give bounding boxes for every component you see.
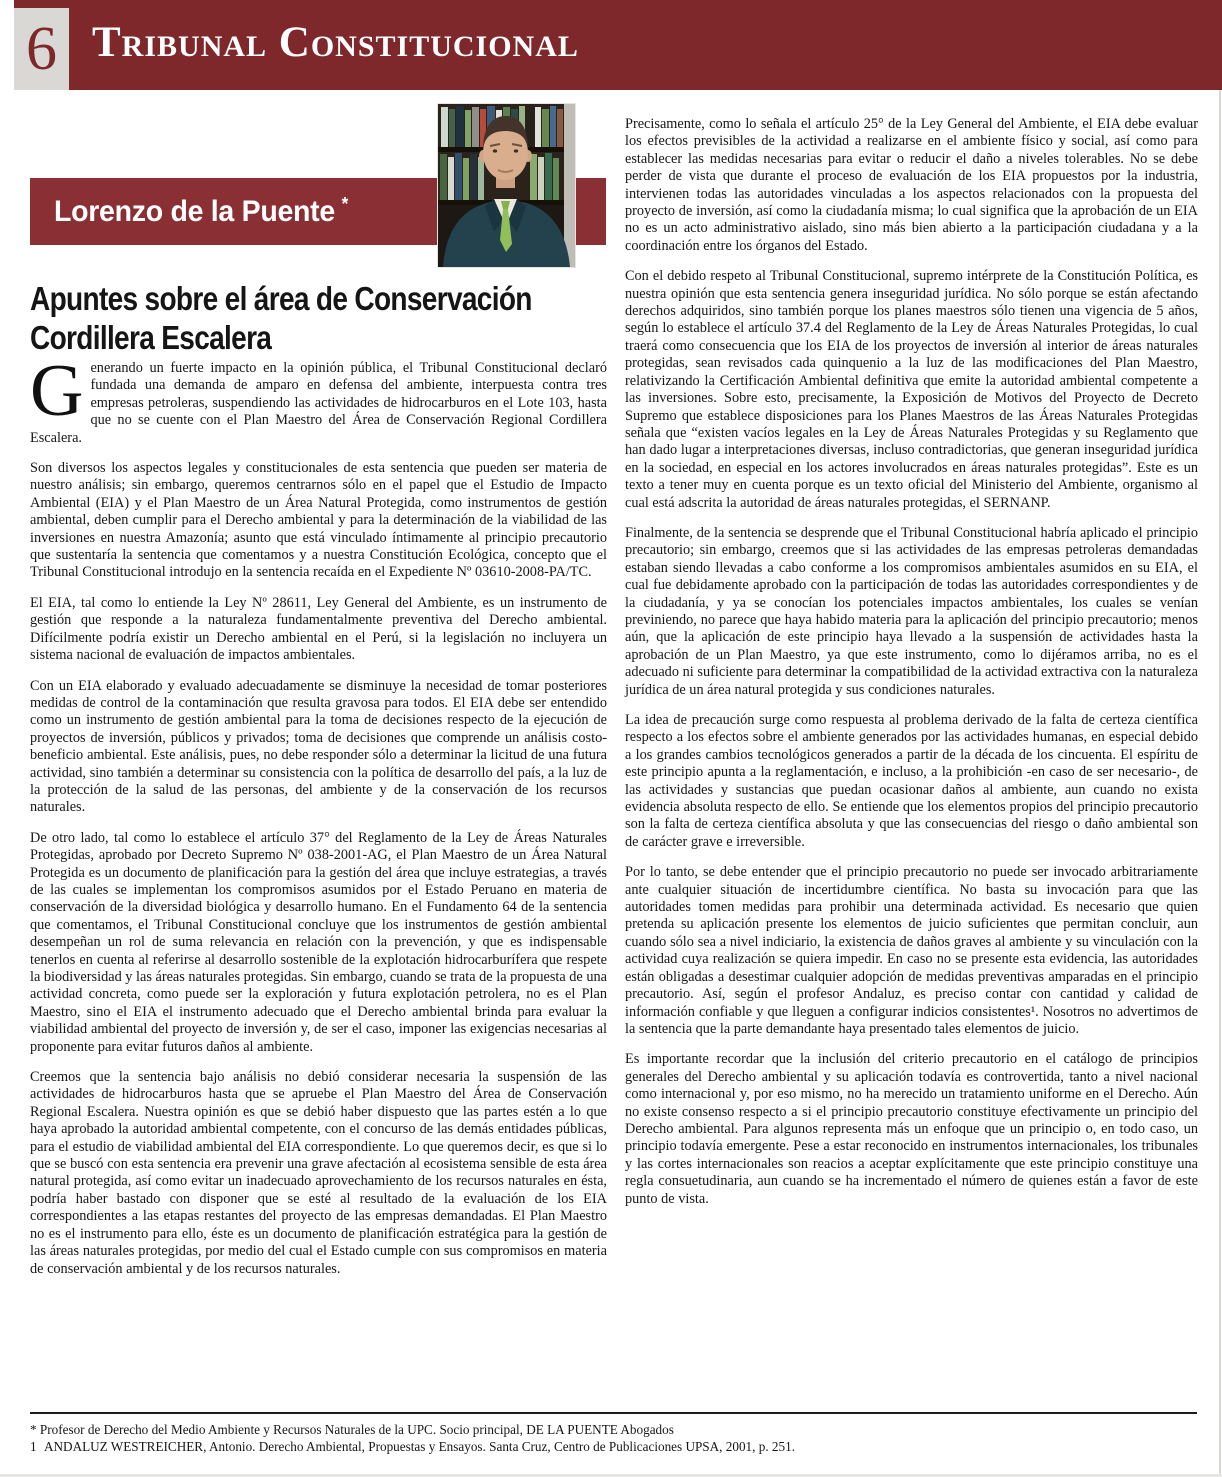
article-title-line-1: Apuntes sobre el área de Conservación bbox=[30, 280, 532, 317]
footnote-area bbox=[30, 1412, 1197, 1455]
article-paragraph: La idea de precaución surge como respuesta al problema derivado de la falta de certeza científica respecto a los efectos sobre el ambiente generados por las actividades humanas, en especial debido a los grandes cambios tecnológicos generados a partir de la década de los cincuenta. El espíritu de este principio apunta a la reglamentación, e incluso, a la prohibición -en caso de ser necesario-, de las actividades y sustancias que puedan ocasionar daños al ambiente, aun cuando no exista evidencia absoluta respecto de ello. Se entiende que los elementos propios del principio precautorio son la falta de certeza científica absoluta y que las consecuencias del riesgo o daño ambiental son de carácter grave e irreversible. bbox=[625, 712, 1198, 850]
article-paragraph: El EIA, tal como lo entiende la Ley Nº 28611, Ley General del Ambiente, es un instrumento de gestión que responde a la naturaleza fundamentalmente preventiva del Derecho ambiental. Difícilmente podría existir un Derecho ambiental en el Perú, si la legislación no incluyera un sistema nacional de evaluación de impactos ambientales. bbox=[30, 594, 607, 664]
article-paragraph: Finalmente, de la sentencia se desprende que el Tribunal Constitucional habría aplicado el principio precautorio; sin embargo, creemos que si las actividades de las empresas petroleras demandadas estaban siendo llevadas a cabo conforme a los compromisos ambientales asumidos en su EIA, el cual fue debidamente aprobado con la participación de todas las autoridades correspondientes y de la ciudadanía, y ya se conocían los potenciales impactos ambientales, los cuales se venían previniendo, no parece que haya habido materia para la aplicación del principio precautorio; menos aún, que la aplicación de este principio haya llevado a la suspensión de actividades hasta la aprobación de un Plan Maestro, ya que este instrumento, como lo dijéramos arriba, no es el adecuado ni suficiente para determinar la compatibilidad de la actividad extractiva con la naturaleza jurídica de un área natural protegida y sus condiciones naturales. bbox=[625, 524, 1198, 698]
footnote-reference-text: ANDALUZ WESTREICHER, Antonio. Derecho Ambiental, Propuestas y Ensayos. Santa Cruz, Centro de Publicaciones UPSA, 2001, p. 251. bbox=[44, 1439, 795, 1454]
author-name bbox=[54, 194, 348, 229]
dropcap: G bbox=[30, 350, 84, 432]
masthead-band bbox=[14, 0, 1222, 90]
footnote-reference-marker: 1 bbox=[30, 1439, 37, 1454]
article-paragraph: Precisamente, como lo señala el artículo 25° de la Ley General del Ambiente, el EIA debe evaluar los efectos previsibles de la actividad a realizarse en el ambiente físico y social, así como para establecer las medidas necesarias para evitar o reducir el daño a niveles tolerables. No se debe perder de vista que durante el proceso de evaluación de los EIA propuestos por la industria, intervienen todas las autoridades vinculadas a los aspectos relacionados con la propuesta del proyecto de inversión, así como la ciudadanía misma; lo cual significa que la aprobación de un EIA no es un acto administrativo aislado, sino más bien abierto a la participación ciudadana y a la coordinación entre los órganos del Estado. bbox=[625, 116, 1198, 254]
author-footnote-marker: * bbox=[341, 194, 348, 214]
article-paragraph: Es importante recordar que la inclusión del criterio precautorio en el catálogo de principios generales del Derecho ambiental y su aplicación todavía es controvertida, tanto a nivel nacional como internacional y, por eso mismo, no ha merecido un tratamiento uniforme en el Derecho. Aún no existe consenso respecto a si el principio precautorio constituye efectivamente un principio del Derecho ambiental. Para algunos representa más un enfoque que un principio o, en todo caso, un principio todavía emergente. Pese a estar reconocido en instrumentos internacionales, los tribunales y las cortes internacionales son reacios a aceptar explícitamente que este principio constituye una regla consuetudinaria, aun cuando se ha incrementado el número de quienes están a favor de este punto de vista. bbox=[625, 1051, 1198, 1207]
lead-paragraph-text: enerando un fuerte impacto en la opinión pública, el Tribunal Constitucional declaró fundada una demanda de amparo en defensa del ambiente, interpuesta contra tres empresas petroleras, suspendiendo las actividades de hidrocarburos en el Lote 103, hasta que no se cuente con el Plan Maestro del Área de Conservación Regional Cordillera Escalera. bbox=[30, 360, 607, 446]
page-number: 6 bbox=[26, 15, 57, 83]
article-paragraph: Por lo tanto, se debe entender que el principio precautorio no puede ser invocado arbitrariamente ante cualquier situación de incertidumbre científica. No basta su invocación para que las autoridades tomen medidas para prohibir una determinada actividad. Es necesario que quien pretenda su aplicación presente los elementos de juicio suficientes que permitan concluir, aun cuando sólo sea a nivel indiciario, la existencia de daños graves al ambiente y su vinculación con la actividad cuya realización se quiera impedir. En caso no se presente esta evidencia, las autoridades están obligadas a desestimar cualquier adopción de medidas preventivas amparadas en el principio precautorio. Así, según el profesor Andaluz, es preciso contar con cantidad y calidad de información confiable y que lleguen a configurar indicios consistentes¹. Nosotros no advertimos de la sentencia que la parte demandante haya presentado tales elementos de juicio. bbox=[625, 864, 1198, 1037]
left-column bbox=[30, 279, 607, 1291]
footnote-author: * Profesor de Derecho del Medio Ambiente y Recursos Naturales de la UPC. Socio principal, DE LA PUENTE Abogados bbox=[30, 1422, 674, 1437]
article-title-line-2: Cordillera Escalera bbox=[30, 319, 272, 356]
article-paragraph: Son diversos los aspectos legales y constitucionales de esta sentencia que pueden ser materia de nuestro análisis; sin embargo, queremos centrarnos sólo en el papel que el Estudio de Impacto Ambiental (EIA) y el Plan Maestro de un Área Natural Protegida, como instrumentos de gestión ambiental, deben cumplir para el Derecho ambiental y para la determinación de la viabilidad de las inversiones en nuestra Amazonía; asunto que está vinculado íntimamente al principio precautorio que sustentaría la sentencia que comentamos y a nuestra Constitución Ecológica, concepto que el Tribunal Constitucional introdujo en la sentencia recaída en el Expediente Nº 03610-2008-PA/TC. bbox=[30, 460, 607, 581]
article-paragraph: De otro lado, tal como lo establece el artículo 37° del Reglamento de la Ley de Áreas Naturales Protegidas, aprobado por Decreto Supremo Nº 038-2001-AG, el Plan Maestro de un Área Natural Protegida es un documento de planificación para la gestión del área que incluye estrategias, a través de las cuales se implementan los compromisos asumidos por el Estado Peruano en materia de conservación de la diversidad biológica y desarrollo humano. En el Fundamento 64 de la sentencia que comentamos, el Tribunal Constitucional concluye que los instrumentos de gestión ambiental desempeñan un rol de suma relevancia en relación con la prevención, y que es indispensable tenerlos en cuenta al referirse al desarrollo sostenible de la explotación hidrocarburífera que respete la biodiversidad y las áreas naturales protegidas. Sin embargo, cuando se trata de la propuesta de una actividad concreta, como puede ser la exploración y futura explotación petrolera, no es el Plan Maestro, sino el EIA el instrumento adecuado que el Derecho ambiental brinda para evaluar la viabilidad ambiental del proyecto de inversión y, de ser el caso, imponer las exigencias necesarias al proponente para evitar futuros daños al ambiente. bbox=[30, 829, 607, 1055]
author-photo bbox=[437, 103, 576, 268]
article-paragraph: Creemos que la sentencia bajo análisis no debió considerar necesaria la suspensión de las actividades de hidrocarburos hasta que se apruebe el Plan Maestro del Área de Conservación Regional Escalera. Nuestra opinión es que se debió haber dispuesto que las partes estén a lo que haya aprobado la autoridad ambiental competente, con el concurso de las demás entidades públicas, para el estudio de viabilidad ambiental del EIA correspondiente. Lo que queremos decir, es que si lo que se buscó con esta sentencia era prevenir una grave afectación al ecosistema sensible de esta área natural protegida, así como evitar un inadecuado aprovechamiento de los recursos naturales en ésta, podría haber bastado con disponer que se esté al resultado de la evaluación de los EIA correspondientes a las etapas restantes del proyecto de las empresas demandadas. El Plan Maestro no es el instrumento para ello, éste es un documento de planificación estratégica para la gestión de las áreas naturales protegidas, por medio del cual el Estado cumple con sus compromisos en materia de conservación ambiental y de los recursos naturales. bbox=[30, 1069, 607, 1277]
article-paragraph bbox=[30, 350, 607, 447]
author-name-text: Lorenzo de la Puente bbox=[54, 195, 335, 228]
author-photo-graphic bbox=[438, 104, 575, 267]
page-edge-right bbox=[1219, 90, 1221, 1477]
article-title bbox=[30, 279, 607, 357]
right-column bbox=[625, 116, 1198, 1221]
page-number-box bbox=[14, 8, 69, 90]
article-paragraph: Con un EIA elaborado y evaluado adecuadamente se disminuye la necesidad de tomar posteriores medidas de control de la contaminación que resulta gravosa para todos. El EIA debe ser entendido como un instrumento de gestión ambiental para la toma de decisiones respecto de la ejecución de proyectos de inversión, públicos y privados; toma de decisiones que comprende un análisis costo-beneficio ambiental. Este análisis, pues, no debe responder sólo a determinar la licitud de una futura actividad, sino también a determinar su consistencia con la política de desarrollo del país, a la luz de la protección de la salud de las personas, del ambiente y de la conservación de los recursos naturales. bbox=[30, 677, 607, 816]
footnote-reference bbox=[30, 1438, 1197, 1455]
article-paragraph: Con el debido respeto al Tribunal Constitucional, supremo intérprete de la Constitución Política, es nuestra opinión que esta sentencia genera inseguridad jurídica. No sólo porque se están afectando derechos adquiridos, sino también porque los planes maestros sólo tienen una vigencia de 5 años, según lo establece el artículo 37.4 del Reglamento de la Ley de Áreas Naturales Protegidas, lo cual traerá como consecuencia que los EIA de los proyectos de inversión al interior de áreas naturales protegidas, sean revisados cada quinquenio a la luz de las modificaciones del Plan Maestro, relativizando la Certificación Ambiental definitiva que emite la autoridad ambiental competente a las inversiones. Sobre esto, precisamente, la Exposición de Motivos del Proyecto de Decreto Supremo que establece disposiciones para los Planes Maestros de las Áreas Naturales Protegidas señala que “existen vacíos legales en la Ley de Áreas Naturales Protegidas y su Reglamento que han dado lugar a interpretaciones diversas, incluso contradictorias, que generan inseguridad jurídica en la sociedad, en especial en los actores involucrados en áreas naturales protegidas”. Este es un texto a tener muy en cuenta porque es un texto oficial del Ministerio del Ambiente, organismo al cual está adscrita la autoridad de áreas naturales protegidas, el SERNANP. bbox=[625, 268, 1198, 511]
section-title: Tribunal Constitucional bbox=[92, 18, 579, 66]
